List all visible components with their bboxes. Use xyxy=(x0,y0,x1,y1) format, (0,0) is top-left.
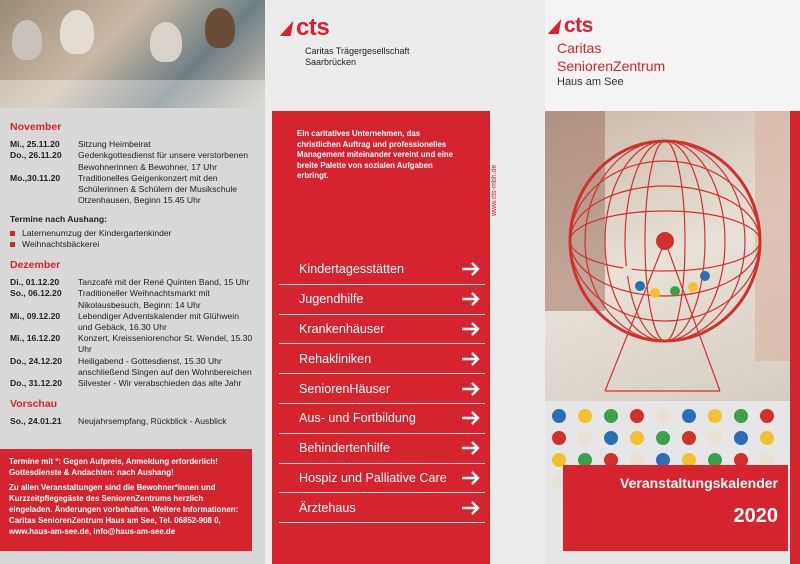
event-row xyxy=(10,333,255,355)
arrow-right-icon xyxy=(461,261,481,277)
event-date: Mi., 09.12.20 xyxy=(10,310,61,321)
event-date: Mi., 25.11.20 xyxy=(10,139,60,150)
event-text: Neujahrsempfang, Rückblick - Ausblick xyxy=(78,416,227,427)
section-title: Vorschau xyxy=(10,398,58,411)
event-row xyxy=(10,356,255,378)
service-link-label: Behindertenhilfe xyxy=(299,441,391,456)
intro-text: Ein caritatives Unternehmen, das christlichen Auftrag und professionelles Management miteinander vereint und eine breite Palette von sozialen Aufgaben erbringt. xyxy=(297,129,453,181)
seniorenzentrum-logo xyxy=(545,14,800,88)
service-link-label: Krankenhäuser xyxy=(299,321,385,336)
calendar-panel xyxy=(0,0,265,564)
event-row xyxy=(10,150,255,172)
service-link[interactable] xyxy=(279,285,485,315)
logo-line-3: Haus am See xyxy=(557,76,624,88)
logo-line-2: Saarbrücken xyxy=(305,57,357,67)
service-link-label: Hospiz und Palliative Care xyxy=(299,470,447,485)
section-title: Dezember xyxy=(10,259,61,272)
info-note: Termine mit *: Gegen Aufpreis, Anmeldung erforderlich! Gottesdienste & Andachten: nach Aushang! xyxy=(9,457,218,477)
arrow-right-icon xyxy=(461,500,481,516)
arrow-right-icon xyxy=(461,321,481,337)
event-date: Mi., 16.12.20 xyxy=(10,333,61,344)
aushang-item xyxy=(10,228,255,239)
cts-logo-icon xyxy=(280,21,294,36)
arrow-right-icon xyxy=(461,381,481,397)
logo-text: cts xyxy=(564,14,593,37)
service-link[interactable] xyxy=(279,434,485,464)
event-text: Traditionelles Geigenkonzert mit den Schülerinnen & Schülern der Musikschule Otzenhausen, Beginn 15.45 Uhr xyxy=(78,172,238,206)
event-row xyxy=(10,277,255,288)
arrow-right-icon xyxy=(461,351,481,367)
event-text: Tanzcafé mit der René Quinten Band, 15 Uhr xyxy=(78,277,250,288)
event-text: Silvester - Wir verabschieden das alte Jahr xyxy=(78,378,242,389)
aushang-title: Termine nach Aushang: xyxy=(10,214,107,225)
service-link[interactable] xyxy=(279,374,485,404)
bullet-square-icon xyxy=(10,231,15,236)
event-row xyxy=(10,288,255,310)
cts-logo xyxy=(281,14,410,68)
event-row xyxy=(10,378,255,389)
event-date: So., 06.12.20 xyxy=(10,288,62,299)
event-text: Heiligabend - Gottesdienst, 15.30 Uhr anschließend Singen auf den Wohnbereichen xyxy=(78,355,252,377)
logo-line-1: Caritas Trägergesellschaft xyxy=(305,46,410,56)
service-link-label: Ärztehaus xyxy=(299,500,356,515)
logo-line-2: SeniorenZentrum xyxy=(557,58,666,74)
service-link-label: Jugendhilfe xyxy=(299,292,364,307)
bullet-square-icon xyxy=(10,242,15,247)
aushang-item-text: Weihnachtsbäckerei xyxy=(22,238,100,249)
service-link-label: SeniorenHäuser xyxy=(299,381,391,396)
event-row xyxy=(10,139,255,150)
event-date: Do., 26.11.20 xyxy=(10,150,62,161)
aushang-item xyxy=(10,239,255,250)
service-link[interactable] xyxy=(279,464,485,494)
event-row xyxy=(10,416,255,427)
seniors-photo xyxy=(0,0,265,108)
website-url[interactable]: www.cts-mbh.de xyxy=(491,164,498,216)
event-row xyxy=(10,311,255,333)
arrow-right-icon xyxy=(461,470,481,486)
event-text: Sitzung Heimbeirat xyxy=(78,139,151,150)
title-box xyxy=(563,465,788,551)
arrow-right-icon xyxy=(461,291,481,307)
service-link-label: Kindertagesstätten xyxy=(299,262,405,277)
service-link-label: Rehakliniken xyxy=(299,351,372,366)
event-date: So., 24.01.21 xyxy=(10,416,62,427)
event-date: Di., 01.12.20 xyxy=(10,277,60,288)
event-row xyxy=(10,173,255,207)
service-link-label: Aus- und Fortbildung xyxy=(299,411,416,426)
event-date: Mo.,30.11.20 xyxy=(10,172,61,183)
event-list xyxy=(0,112,265,428)
service-link[interactable] xyxy=(279,404,485,434)
event-text: Traditioneller Weihnachtsmarkt mit Nikolausbesuch, Beginn: 14 Uhr xyxy=(78,288,210,310)
cts-logo-icon xyxy=(548,19,562,34)
service-link[interactable] xyxy=(279,493,485,523)
section-title: November xyxy=(10,121,62,133)
logo-text: cts xyxy=(296,14,330,41)
page-title: Veranstaltungskalender xyxy=(620,475,778,491)
aushang-item-text: Laternenumzug der Kindergartenkinder xyxy=(22,227,172,238)
services-box xyxy=(272,111,490,564)
red-edge-strip xyxy=(790,111,800,564)
service-link[interactable] xyxy=(279,255,485,285)
services-panel xyxy=(265,0,545,564)
cover-panel xyxy=(545,0,800,564)
event-date: Do., 24.12.20 xyxy=(10,355,63,366)
services-list xyxy=(279,255,485,523)
info-box xyxy=(0,449,252,551)
arrow-right-icon xyxy=(461,440,481,456)
event-text: Gedenkgottesdienst für unsere verstorbenen Bewohnerinnen & Bewohner, 17 Uhr xyxy=(78,150,249,172)
service-link[interactable] xyxy=(279,315,485,345)
service-link[interactable] xyxy=(279,344,485,374)
arrow-right-icon xyxy=(461,410,481,426)
title-year: 2020 xyxy=(733,505,778,527)
info-contact: Zu allen Veranstaltungen sind die Bewohner*innen und Kurzzeitpflegegäste des SeniorenZentrums herzlich eingeladen. Änderungen vorbehalten. Weitere Informationen: Caritas SeniorenZentrum Haus am See, Tel. 06852-908 0, www.haus-am-see.de, info@haus-am-see.de xyxy=(9,483,239,536)
event-date: Do., 31.12.20 xyxy=(10,378,63,389)
logo-line-1: Caritas xyxy=(557,40,602,56)
event-text: Konzert, Kreisseniorenchor St. Wendel, 15.30 Uhr xyxy=(78,333,253,355)
event-text: Lebendiger Adventskalender mit Glühwein und Gebäck, 16.30 Uhr xyxy=(78,310,239,333)
